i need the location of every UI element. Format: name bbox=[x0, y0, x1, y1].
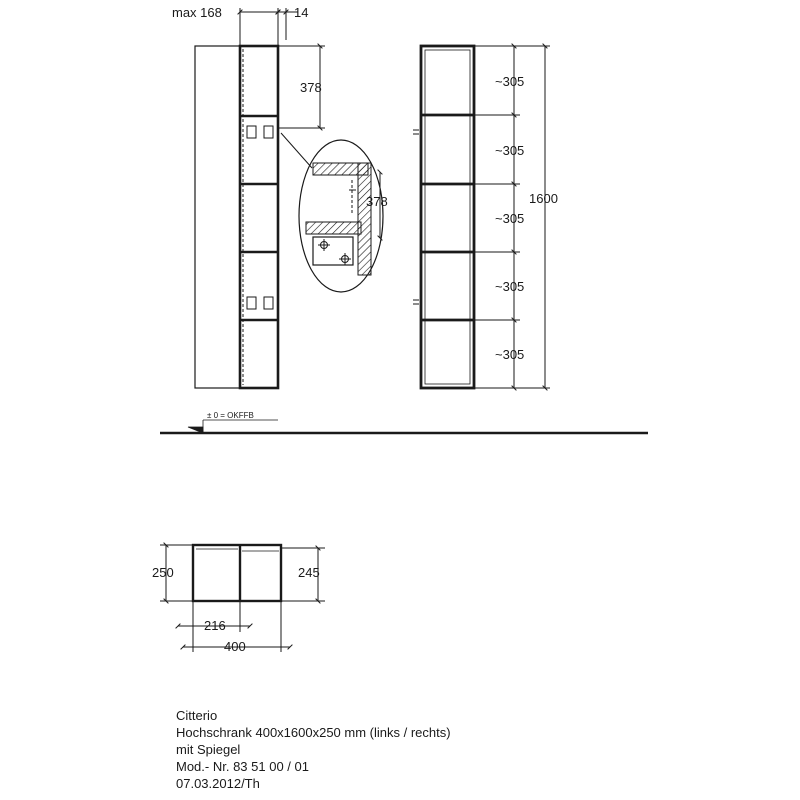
front-view-cabinet bbox=[413, 46, 474, 388]
bracket-fitting bbox=[264, 126, 273, 138]
open-shelf-carcass bbox=[240, 46, 278, 388]
floor-line bbox=[160, 420, 648, 433]
dim-plan-width-total: 400 bbox=[224, 639, 246, 654]
model-number: Mod.- Nr. 83 51 00 / 01 bbox=[176, 759, 309, 774]
dim-plan-depth-right: 245 bbox=[298, 565, 320, 580]
dim-frame: 14 bbox=[294, 5, 309, 20]
plan-dimensions bbox=[160, 545, 325, 652]
bracket-fitting bbox=[247, 297, 256, 309]
dim-detail-compartment: 378 bbox=[366, 194, 388, 209]
bracket-fitting bbox=[247, 126, 256, 138]
dim-plan-depth-left: 250 bbox=[152, 565, 174, 580]
dim-total-height: 1600 bbox=[529, 191, 558, 206]
mirror-door-panel bbox=[195, 46, 240, 388]
drawing-date: 07.03.2012/Th bbox=[176, 776, 260, 791]
bracket-fitting bbox=[264, 297, 273, 309]
dim-plan-width-part: 216 bbox=[204, 618, 226, 633]
dim-compartment-2: ~305 bbox=[495, 143, 525, 158]
detail-leader bbox=[281, 133, 312, 168]
floor-level-label: ± 0 = OKFFB bbox=[207, 411, 254, 420]
dim-compartment-5: ~305 bbox=[495, 347, 525, 362]
plan-view bbox=[193, 545, 281, 601]
dim-max-depth: max 168 bbox=[172, 5, 222, 20]
detail-view bbox=[299, 140, 383, 292]
dim-compartment-3: ~305 bbox=[495, 211, 525, 226]
product-feature: mit Spiegel bbox=[176, 742, 241, 757]
dim-top-compartment: 378 bbox=[300, 80, 322, 95]
product-series: Citterio bbox=[176, 708, 218, 723]
top-dimensions bbox=[240, 8, 298, 46]
side-view-cabinet bbox=[195, 46, 278, 388]
dim-compartment-4: ~305 bbox=[495, 279, 525, 294]
dim-compartment-1: ~305 bbox=[495, 74, 525, 89]
product-description: Hochschrank 400x1600x250 mm (links / rechts) bbox=[176, 725, 451, 740]
title-block bbox=[176, 707, 451, 792]
